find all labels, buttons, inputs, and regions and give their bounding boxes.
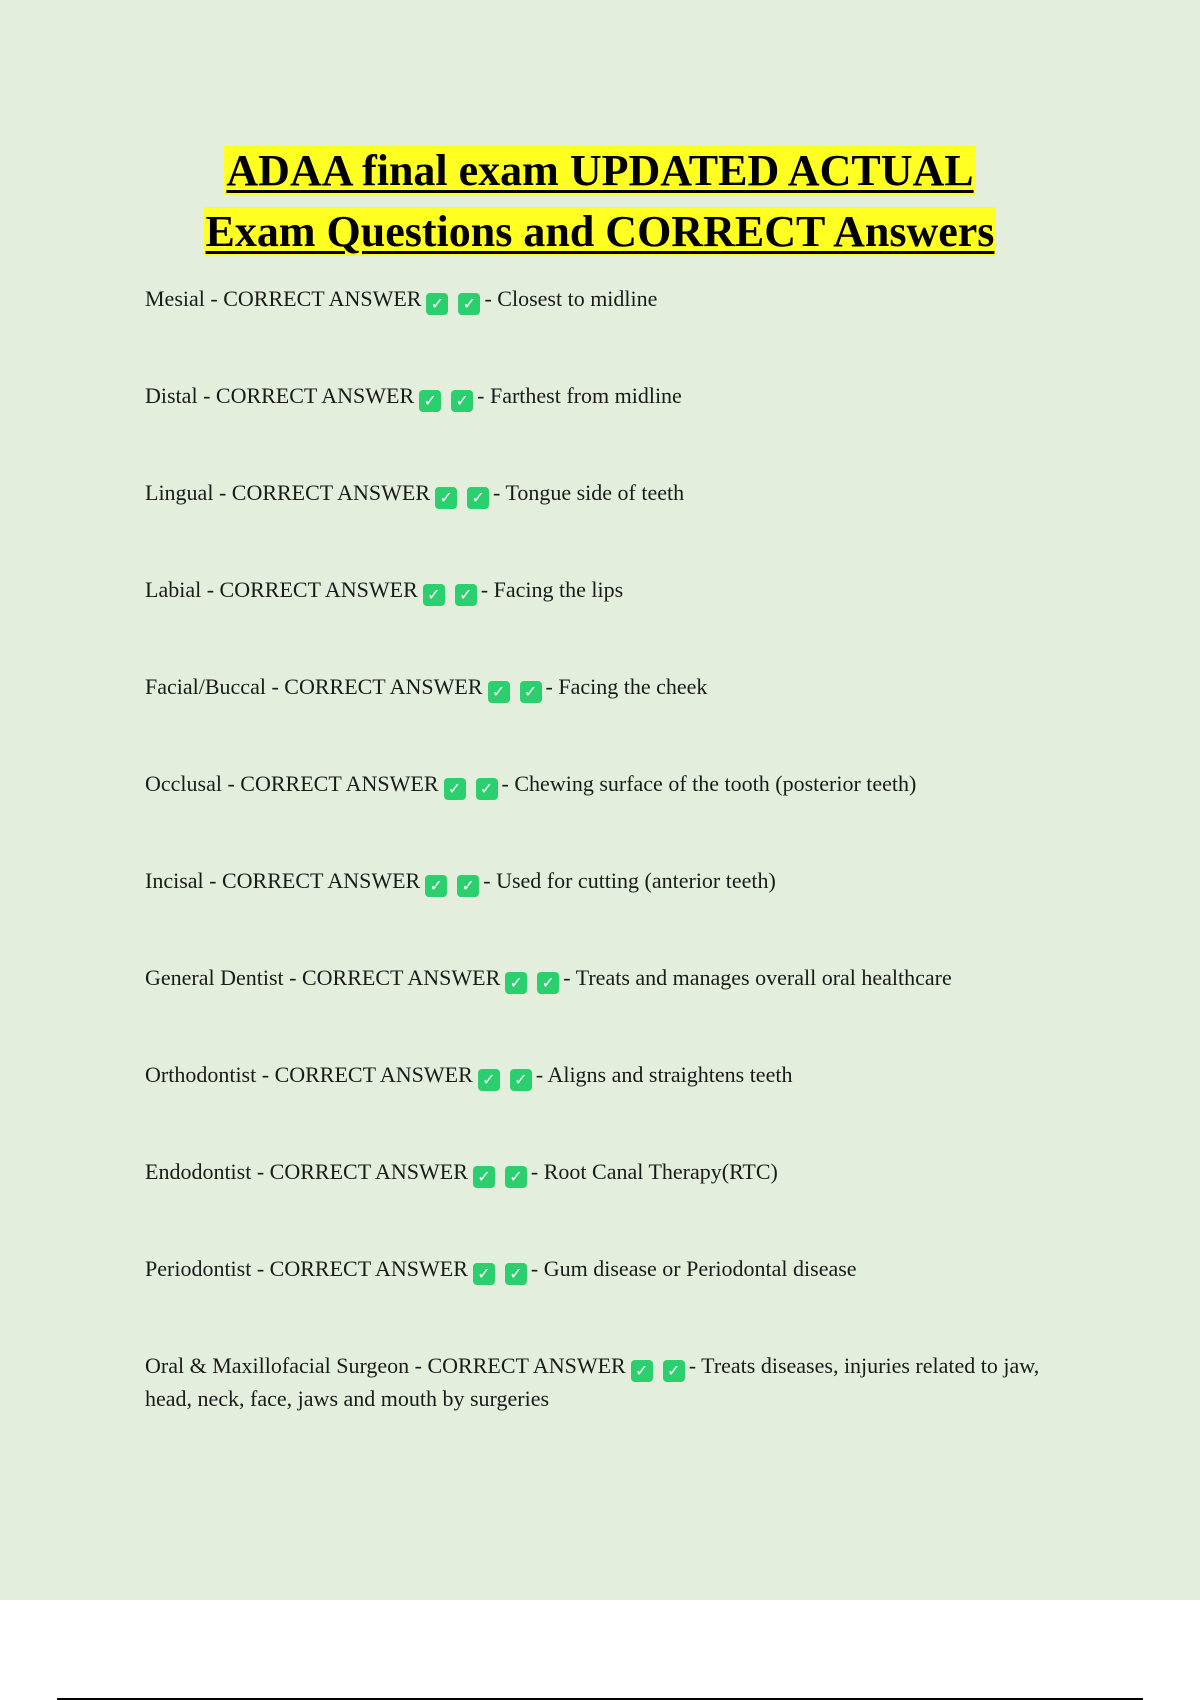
correct-answer-label: CORRECT ANSWER [240,771,439,796]
qa-item: Lingual - CORRECT ANSWER ✓ ✓ - Tongue side of teeth [145,480,685,507]
dash-separator: - [530,1159,544,1184]
check-box-icon: ✓ [505,1166,527,1188]
qa-term: Lingual [145,480,214,505]
qa-definition: Gum disease or Periodontal disease [543,1256,857,1281]
qa-definition: Facing the cheek [558,674,708,699]
correct-answer-label: CORRECT ANSWER [231,480,431,505]
check-box-icon: ✓ [476,778,498,800]
check-box-icon: ✓ [478,1069,500,1091]
qa-item: Occlusal - CORRECT ANSWER ✓ ✓ - Chewing surface of the tooth (posterior teeth) [145,771,917,798]
document-title [0,140,1200,262]
qa-item: Orthodontist - CORRECT ANSWER ✓ ✓ - Aligns and straightens teeth [145,1062,793,1089]
title-line-2: Exam Questions and CORRECT Answers [205,207,995,256]
check-box-icon: ✓ [426,293,448,315]
qa-term: General Dentist [145,965,284,990]
qa-definition: Farthest from midline [489,383,682,408]
qa-item: General Dentist - CORRECT ANSWER ✓ ✓ - Treats and manages overall oral healthcare [145,965,952,992]
check-box-icon: ✓ [505,972,527,994]
qa-list [145,282,1085,1479]
qa-definition: Treats diseases, injuries related to jaw, head, neck, face, jaws and mouth by surgeries [145,1353,1040,1411]
check-box-icon: ✓ [631,1360,653,1382]
check-box-icon: ✓ [457,875,479,897]
qa-definition: Used for cutting (anterior teeth) [496,868,776,893]
dash-separator: - [545,674,559,699]
qa-definition: Closest to midline [497,286,658,311]
check-box-icon: ✓ [505,1263,527,1285]
qa-definition: Facing the lips [493,577,624,602]
check-box-icon: ✓ [520,681,542,703]
qa-definition: Root Canal Therapy(RTC) [543,1159,778,1184]
check-box-icon: ✓ [473,1263,495,1285]
qa-term: Labial [145,577,202,602]
check-box-icon: ✓ [510,1069,532,1091]
dash-separator: - [483,868,497,893]
qa-item: Facial/Buccal - CORRECT ANSWER ✓ ✓ - Facing the cheek [145,674,708,701]
qa-definition: Chewing surface of the tooth (posterior teeth) [514,771,917,796]
qa-term: Periodontist [145,1256,252,1281]
check-box-icon: ✓ [458,293,480,315]
qa-term: Orthodontist [145,1062,257,1087]
qa-item: Periodontist - CORRECT ANSWER ✓ ✓ - Gum disease or Periodontal disease [145,1256,857,1283]
dash-separator: - [535,1062,548,1087]
correct-answer-label: CORRECT ANSWER [223,286,422,311]
dash-separator: - [688,1353,702,1378]
check-box-icon: ✓ [435,487,457,509]
check-box-icon: ✓ [451,390,473,412]
dash-separator: - [477,383,490,408]
correct-answer-label: CORRECT ANSWER [427,1353,626,1378]
qa-item: Labial - CORRECT ANSWER ✓ ✓ - Facing the lips [145,577,624,604]
check-box-icon: ✓ [444,778,466,800]
check-box-icon: ✓ [473,1166,495,1188]
qa-term: Distal [145,383,198,408]
check-box-icon: ✓ [488,681,510,703]
qa-definition: Treats and manages overall oral healthcare [575,965,952,990]
correct-answer-label: CORRECT ANSWER [221,868,421,893]
qa-definition: Aligns and straightens teeth [547,1062,793,1087]
correct-answer-label: CORRECT ANSWER [269,1256,468,1281]
qa-term: Facial/Buccal [145,674,266,699]
qa-term: Mesial [145,286,205,311]
dash-separator: - [493,480,506,505]
correct-answer-label: CORRECT ANSWER [302,965,501,990]
qa-item: Distal - CORRECT ANSWER ✓ ✓ - Farthest from midline [145,383,682,410]
qa-item: Oral & Maxillofacial Surgeon - CORRECT ANSWER ✓ ✓ - Treats diseases, injuries related to jaw, head, neck, face, jaws and mouth by surgeries [145,1353,1040,1411]
check-box-icon: ✓ [423,584,445,606]
correct-answer-label: CORRECT ANSWER [274,1062,473,1087]
correct-answer-label: CORRECT ANSWER [284,674,483,699]
qa-item: Incisal - CORRECT ANSWER ✓ ✓ - Used for cutting (anterior teeth) [145,868,776,895]
check-box-icon: ✓ [419,390,441,412]
dash-separator: - [530,1256,544,1281]
check-box-icon: ✓ [663,1360,685,1382]
qa-term: Incisal [145,868,204,893]
title-line-1: ADAA final exam UPDATED ACTUAL [226,146,974,195]
qa-term: Occlusal [145,771,222,796]
dash-separator: - [501,771,515,796]
dash-separator: - [484,286,498,311]
correct-answer-label: CORRECT ANSWER [269,1159,468,1184]
qa-definition: Tongue side of teeth [505,480,685,505]
qa-term: Oral & Maxillofacial Surgeon [145,1353,410,1378]
check-box-icon: ✓ [537,972,559,994]
dash-separator: - [480,577,494,602]
qa-item: Mesial - CORRECT ANSWER ✓ ✓ - Closest to midline [145,286,658,313]
correct-answer-label: CORRECT ANSWER [219,577,418,602]
qa-item: Endodontist - CORRECT ANSWER ✓ ✓ - Root Canal Therapy(RTC) [145,1159,778,1186]
dash-separator: - [563,965,576,990]
correct-answer-label: CORRECT ANSWER [215,383,415,408]
check-box-icon: ✓ [467,487,489,509]
qa-term: Endodontist [145,1159,252,1184]
check-box-icon: ✓ [455,584,477,606]
check-box-icon: ✓ [425,875,447,897]
